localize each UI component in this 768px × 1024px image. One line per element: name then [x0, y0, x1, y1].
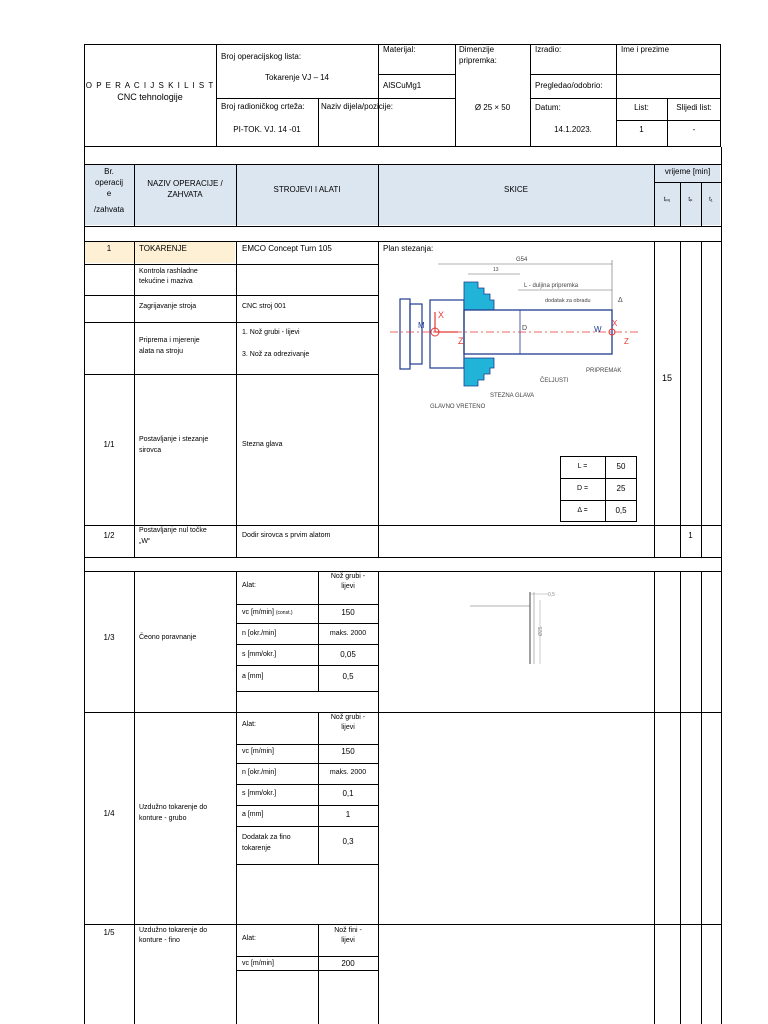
dims-label: Dimenzije pripremka: — [459, 45, 497, 65]
col-op-name-header: NAZIV OPERACIJE / ZAHVATA — [147, 179, 223, 199]
op1-4-n-label: n [okr./min] — [242, 769, 277, 776]
d-label: D — [522, 325, 528, 332]
date-label: Datum: — [535, 103, 561, 112]
spindle-flange — [410, 304, 422, 364]
param-d-value: 25 — [616, 484, 626, 493]
z-label-m: Z — [458, 336, 464, 346]
op1-3-vc-label: vc [m/min] (const.) — [242, 609, 293, 616]
date-value: 14.1.2023. — [554, 125, 592, 134]
list-no-value: Tokarenje VJ – 14 — [264, 73, 330, 82]
dim-g54: G54 — [516, 257, 528, 263]
op1-3-tool-value: Nož grubi - lijevi — [330, 573, 366, 590]
op1-5-no: 1/5 — [103, 928, 115, 937]
clamping-plan-drawing — [390, 252, 650, 417]
op1-4-n-value: maks. 2000 — [329, 769, 367, 776]
op1-4-vc-value: 150 — [341, 747, 355, 756]
op1-2-tp: 1 — [688, 531, 693, 540]
op1-5-tool-value: Nož fini - lijevi — [334, 927, 362, 944]
op1-3-a-value: 0,5 — [342, 672, 354, 681]
dim-l-label: L - duljina pripremka — [524, 283, 579, 289]
w-label: W — [594, 325, 602, 334]
op1-2-name: Postavljanje nul točke „W“ — [139, 527, 207, 545]
z-label-w: Z — [624, 337, 629, 346]
op1-1-no: 1/1 — [103, 440, 115, 449]
op1-3-no: 1/3 — [103, 633, 115, 642]
op1-row2-tool: CNC stroj 001 — [242, 303, 286, 310]
jaw-top — [464, 282, 494, 310]
op1-3-vc-value: 150 — [341, 608, 355, 617]
op1-5-name: Uzdužno tokarenje do konture - fino — [139, 927, 208, 944]
op1-3-a-label: a [mm] — [242, 673, 264, 680]
op1-4-a-label: a [mm] — [242, 811, 264, 818]
allowance-label: dodatak za obradu — [545, 298, 591, 304]
dim-13: 13 — [493, 267, 499, 273]
op1-4-no: 1/4 — [103, 809, 115, 818]
spindle-shape — [400, 299, 410, 369]
op1-4-vc-label: vc [m/min] — [242, 748, 274, 755]
m-label: M — [418, 321, 425, 330]
op1-3-n-value: maks. 2000 — [329, 630, 367, 637]
list-no-label: Broj operacijskog lista: — [221, 52, 302, 61]
delta-label: Δ — [618, 297, 623, 304]
op1-4-tool-label: Alat: — [242, 721, 257, 728]
col-machines-header: STROJEVI I ALATI — [273, 185, 341, 194]
col-tp-header: tₚ — [688, 197, 693, 203]
op1-4-a-value: 1 — [345, 810, 351, 819]
sketch-dim-diameter: Ø25 — [538, 626, 544, 636]
param-l-label: L = — [577, 463, 588, 470]
document-subtitle: CNC tehnologije — [117, 92, 183, 102]
made-by-label: Izradio: — [535, 45, 562, 54]
op1-5-vc-value: 200 — [341, 959, 355, 968]
op1-2-tool: Dodir sirovca s prvim alatom — [242, 532, 331, 539]
op1-3-s-value: 0,05 — [340, 650, 356, 659]
chuck-label: STEZNA GLAVA — [490, 393, 535, 399]
next-sheet-label: Slijedi list: — [676, 103, 712, 112]
next-sheet-value: - — [692, 125, 696, 134]
op1-row2-name: Zagrijavanje stroja — [139, 303, 197, 310]
op1-4-tool-value: Nož grubi - lijevi — [330, 714, 366, 731]
op1-5-vc-label: vc [m/min] — [242, 960, 274, 967]
facing-sketch — [466, 586, 566, 666]
op1-4-s-label: s [mm/okr.] — [242, 790, 277, 797]
op1-tpz: 15 — [661, 373, 672, 383]
op1-4-s-value: 0,1 — [342, 789, 354, 798]
col-t1-header: t₁ — [709, 197, 713, 203]
material-value: AlSCuMg1 — [383, 81, 422, 90]
material-label: Materijal: — [383, 45, 416, 54]
sheet-label: List: — [634, 103, 649, 112]
param-delta-label: Δ = — [577, 507, 588, 514]
op1-1-name: Postavljanje i stezanje sirovca — [139, 436, 209, 454]
drawing-no-value: PI-TOK. VJ. 14 -01 — [233, 125, 301, 134]
col-tpz-header: tₚᵤ — [663, 197, 671, 203]
part-name-label: Naziv dijela/pozicije: — [321, 102, 394, 111]
drawing-no-label: Broj radioničkog crteža: — [221, 102, 305, 111]
document-title: O P E R A C I J S K I L I S T — [85, 81, 215, 90]
name-label: Ime i prezime — [621, 45, 670, 54]
x-label-w: X — [612, 319, 618, 328]
op1-3-n-label: n [okr./min] — [242, 630, 277, 637]
op1-row3-tool2: 3. Nož za odrezivanje — [242, 351, 310, 358]
op1-name: TOKARENJE — [139, 244, 187, 253]
param-l-value: 50 — [616, 462, 626, 471]
op1-4-name: Uzdužno tokarenje do konture - grubo — [139, 804, 208, 822]
col-sketches-header: SKICE — [503, 185, 528, 194]
col-time-header: vrijeme [min] — [664, 167, 711, 176]
op1-4-allowance-label: Dodatak za fino tokarenje — [242, 834, 291, 852]
col-op-no-header: Br. operacij e /zahvata — [93, 167, 125, 214]
op1-row1-name: Kontrola rashladne tekućine i maziva — [139, 268, 198, 285]
op1-3-name: Čeono poravnanje — [139, 634, 197, 641]
op1-row3-name: Priprema i mjerenje alata na stroju — [139, 337, 200, 355]
op1-row3-tool1: 1. Nož grubi - lijevi — [242, 329, 300, 336]
x-label-m: X — [438, 310, 445, 320]
param-d-label: D = — [576, 485, 589, 492]
chuck-shape — [430, 300, 464, 368]
dims-value: Ø 25 × 50 — [474, 103, 511, 112]
op1-3-tool-label: Alat: — [242, 582, 257, 589]
spindle-label: GLAVNO VRETENO — [430, 404, 486, 410]
param-delta-value: 0,5 — [615, 506, 627, 515]
reviewed-label: Pregledao/odobrio: — [535, 81, 603, 90]
op1-3-s-label: s [mm/okr.] — [242, 651, 277, 658]
op1-machine: EMCO Concept Turn 105 — [242, 244, 332, 253]
sheet-value: 1 — [639, 125, 644, 134]
op1-2-no: 1/2 — [103, 531, 115, 540]
op1-4-allowance-value: 0,3 — [342, 837, 354, 846]
jaw-bottom — [464, 358, 494, 386]
op1-plan-label: Plan stezanja: — [383, 244, 434, 253]
op1-5-tool-label: Alat: — [242, 935, 257, 942]
sketch-dim-allowance: 0,5 — [548, 592, 555, 598]
op1-1-tool: Stezna glava — [242, 441, 283, 448]
op1-no: 1 — [106, 244, 112, 253]
jaws-label: ČELJUSTI — [540, 378, 569, 384]
blank-label: PRIPREMAK — [586, 368, 622, 374]
